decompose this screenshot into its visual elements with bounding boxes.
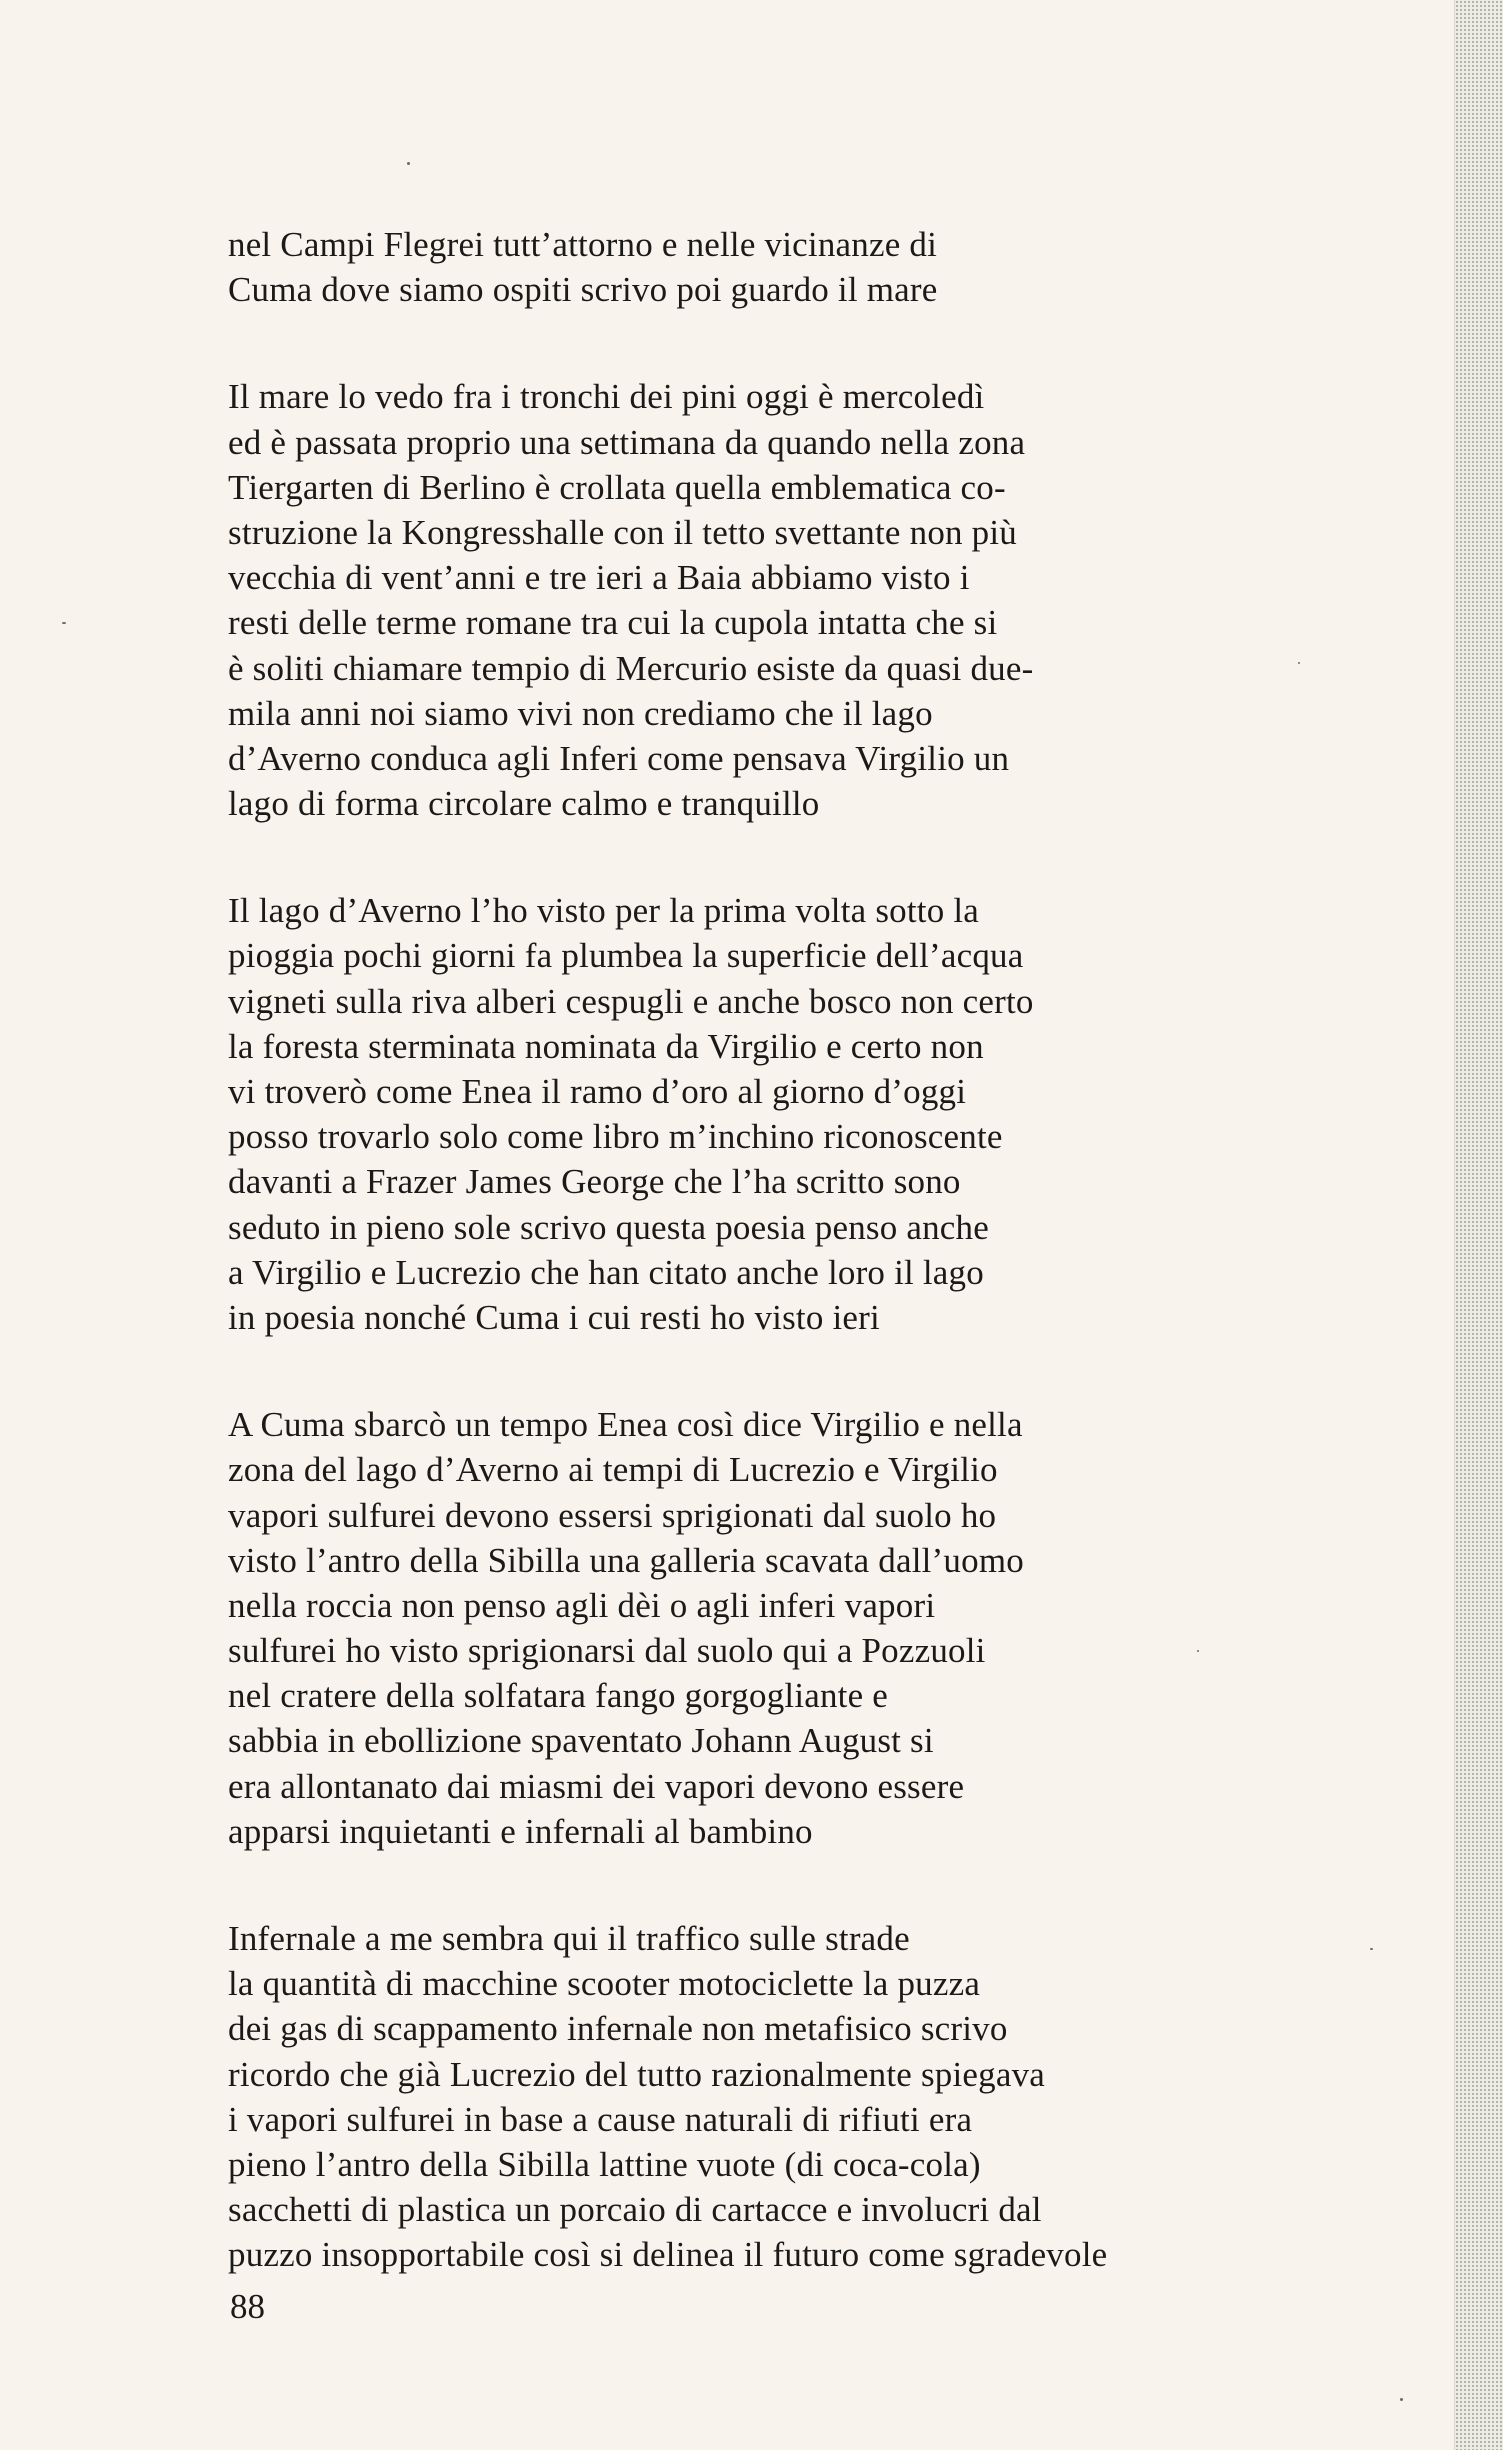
print-speck — [1370, 1948, 1373, 1950]
poem-line: i vapori sulfurei in base a cause naturali di rifiuti era — [228, 2099, 973, 2139]
stanza — [228, 1916, 1308, 2278]
poem-line: in poesia nonché Cuma i cui resti ho visto ieri — [228, 1297, 880, 1337]
poem-line: mila anni noi siamo vivi non crediamo che il lago — [228, 693, 933, 733]
poem-line: è soliti chiamare tempio di Mercurio esiste da quasi due- — [228, 648, 1034, 688]
page-edge-texture — [1454, 0, 1503, 2450]
stanza — [228, 222, 1308, 312]
poem-line: vecchia di vent’anni e tre ieri a Baia abbiamo visto i — [228, 558, 970, 598]
poem-line: nel Campi Flegrei tutt’attorno e nelle vicinanze di — [228, 225, 938, 264]
poem-line: pieno l’antro della Sibilla lattine vuote (di coca-cola) — [228, 2144, 981, 2184]
poem-line: A Cuma sbarcò un tempo Enea così dice Virgilio e nella — [228, 1405, 1023, 1445]
print-speck — [1400, 2398, 1403, 2401]
poem-line: apparsi inquietanti e infernali al bambino — [228, 1811, 813, 1851]
poem-line: sacchetti di plastica un porcaio di cartacce e involucri dal — [228, 2190, 1042, 2230]
poem-line: vapori sulfurei devono essersi sprigionati dal suolo ho — [228, 1495, 997, 1535]
poem-line: ricordo che già Lucrezio del tutto razionalmente spiegava — [228, 2054, 1046, 2094]
poem-line: vigneti sulla riva alberi cespugli e anche bosco non certo — [228, 981, 1034, 1021]
stanza — [228, 888, 1308, 1340]
poem-line: zona del lago d’Averno ai tempi di Lucrezio e Virgilio — [228, 1450, 998, 1490]
poem-line: Il lago d’Averno l’ho visto per la prima volta sotto la — [228, 891, 980, 931]
poem-line: sabbia in ebollizione spaventato Johann August si — [228, 1721, 934, 1761]
poem-line: Infernale a me sembra qui il traffico sulle strade — [228, 1919, 910, 1958]
poem-line: Cuma dove siamo ospiti scrivo poi guardo il mare — [228, 270, 938, 310]
poem-line: visto l’antro della Sibilla una galleria scavata dall’uomo — [228, 1540, 1024, 1580]
poem-line: la foresta sterminata nominata da Virgilio e certo non — [228, 1026, 984, 1066]
page-number: 88 — [230, 2287, 265, 2326]
print-speck — [407, 162, 410, 165]
poem-line: sulfurei ho visto sprigionarsi dal suolo qui a Pozzuoli — [228, 1631, 986, 1671]
poem-line: dei gas di scappamento infernale non metafisico scrivo — [228, 2009, 1008, 2049]
poem-line: resti delle terme romane tra cui la cupola intatta che si — [228, 603, 998, 643]
stanza — [228, 374, 1308, 826]
poem-line: posso trovarlo solo come libro m’inchino riconoscente — [228, 1117, 1003, 1157]
stanza — [228, 1402, 1308, 1854]
print-speck — [62, 622, 66, 624]
poem-line: nel cratere della solfatara fango gorgogliante e — [228, 1676, 889, 1716]
poem-line: ed è passata proprio una settimana da quando nella zona — [228, 422, 1026, 462]
poem-line: vi troverò come Enea il ramo d’oro al giorno d’oggi — [228, 1072, 967, 1111]
poem-text — [228, 222, 1308, 2340]
poem-line: pioggia pochi giorni fa plumbea la superficie dell’acqua — [228, 936, 1024, 976]
poem-line: Tiergarten di Berlino è crollata quella emblematica co- — [228, 467, 1006, 507]
poem-line: Il mare lo vedo fra i tronchi dei pini oggi è mercoledì — [228, 377, 985, 417]
poem-line: d’Averno conduca agli Inferi come pensava Virgilio un — [228, 738, 1010, 778]
poem-line: lago di forma circolare calmo e tranquillo — [228, 784, 820, 824]
poem-line: nella roccia non penso agli dèi o agli inferi vapori — [228, 1585, 936, 1625]
poem-line: era allontanato dai miasmi dei vapori devono essere — [228, 1766, 965, 1806]
poem-line: davanti a Frazer James George che l’ha scritto sono — [228, 1162, 961, 1202]
poem-line: a Virgilio e Lucrezio che han citato anche loro il lago — [228, 1252, 984, 1292]
poem-line: seduto in pieno sole scrivo questa poesia penso anche — [228, 1207, 989, 1247]
poem-line: la quantità di macchine scooter motociclette la puzza — [228, 1964, 981, 2004]
poem-line: struzione la Kongresshalle con il tetto svettante non più — [228, 512, 1017, 552]
poem-line: puzzo insopportabile così si delinea il futuro come sgradevole — [228, 2235, 1108, 2275]
